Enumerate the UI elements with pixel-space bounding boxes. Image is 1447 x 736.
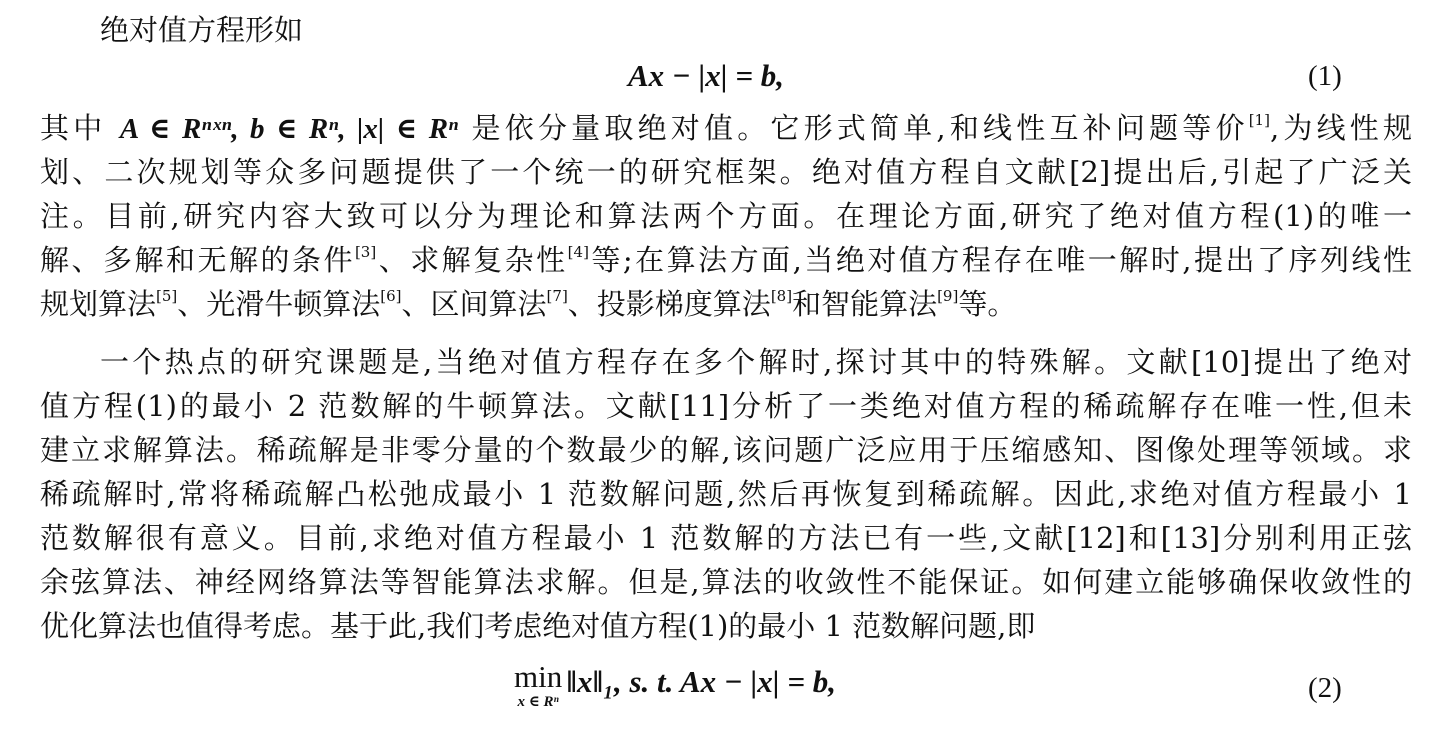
equation-1-body: Ax − |x| = b,: [628, 58, 785, 93]
intro-text: 绝对值方程形如: [100, 13, 304, 47]
equation-2-number: (2): [1308, 672, 1342, 704]
para1-line4: 解、多解和无解的条件[3]、求解复杂性[4]等;在算法方面,当绝对值方程存在唯一解时,提出了序列线性: [40, 243, 1412, 277]
intro-line: [100, 8, 1412, 52]
para1-line5: 规划算法[5]、光滑牛顿算法[6]、区间算法[7]、投影梯度算法[8]和智能算法[9]等。: [40, 287, 1017, 321]
inline-math-dims: A ∈ Rⁿˣⁿ, b ∈ Rⁿ, |x| ∈ Rⁿ: [119, 113, 459, 145]
para1-line1: 其中 A ∈ Rⁿˣⁿ, b ∈ Rⁿ, |x| ∈ Rⁿ 是依分量取绝对值。它形式简单,和线性互补问题等价[1],为线性规: [40, 111, 1412, 145]
citation-7: [7]: [546, 287, 568, 305]
equation-1: [628, 54, 784, 98]
equation-1-number: (1): [1308, 60, 1342, 92]
citation-6: [6]: [380, 287, 402, 305]
para2-line6: 余弦算法、神经网络算法等智能算法求解。但是,算法的收敛性不能保证。如何建立能够确保收敛性的: [40, 565, 1412, 599]
citation-9: [9]: [937, 287, 959, 305]
para1-line2: 划、二次规划等众多问题提供了一个统一的研究框架。绝对值方程自文献[2]提出后,引起了广泛关: [40, 155, 1412, 189]
para2-line7: 优化算法也值得考虑。基于此,我们考虑绝对值方程(1)的最小 1 范数解问题,即: [40, 609, 1036, 643]
citation-5: [5]: [156, 287, 178, 305]
min-subscript: x ∈ Rⁿ: [517, 694, 559, 710]
citation-1: [1]: [1248, 111, 1270, 129]
para2-line2: 值方程(1)的最小 2 范数解的牛顿算法。文献[11]分析了一类绝对值方程的稀疏解存在唯一性,但未: [40, 389, 1412, 423]
para2-line5: 范数解很有意义。目前,求绝对值方程最小 1 范数解的方法已有一些,文献[12]和[13]分别利用正弦: [40, 521, 1412, 555]
citation-8: [8]: [770, 287, 793, 305]
para2-line3: 建立求解算法。稀疏解是非零分量的个数最少的解,该问题广泛应用于压缩感知、图像处理等领域。求: [40, 433, 1412, 467]
min-operator: min x ∈ Rⁿ: [514, 659, 563, 710]
citation-3: [3]: [354, 243, 377, 261]
para2-line1: 一个热点的研究课题是,当绝对值方程存在多个解时,探讨其中的特殊解。文献[10]提出了绝对: [100, 345, 1412, 379]
equation-2: [514, 660, 836, 710]
para2-line4: 稀疏解时,常将稀疏解凸松弛成最小 1 范数解问题,然后再恢复到稀疏解。因此,求绝对值方程最小 1: [40, 477, 1412, 511]
para1-line3: 注。目前,研究内容大致可以分为理论和算法两个方面。在理论方面,研究了绝对值方程(1)的唯一: [40, 199, 1412, 233]
equation-2-body: ‖x‖₁, s. t. Ax − |x| = b,: [566, 664, 837, 699]
citation-4: [4]: [567, 243, 589, 261]
